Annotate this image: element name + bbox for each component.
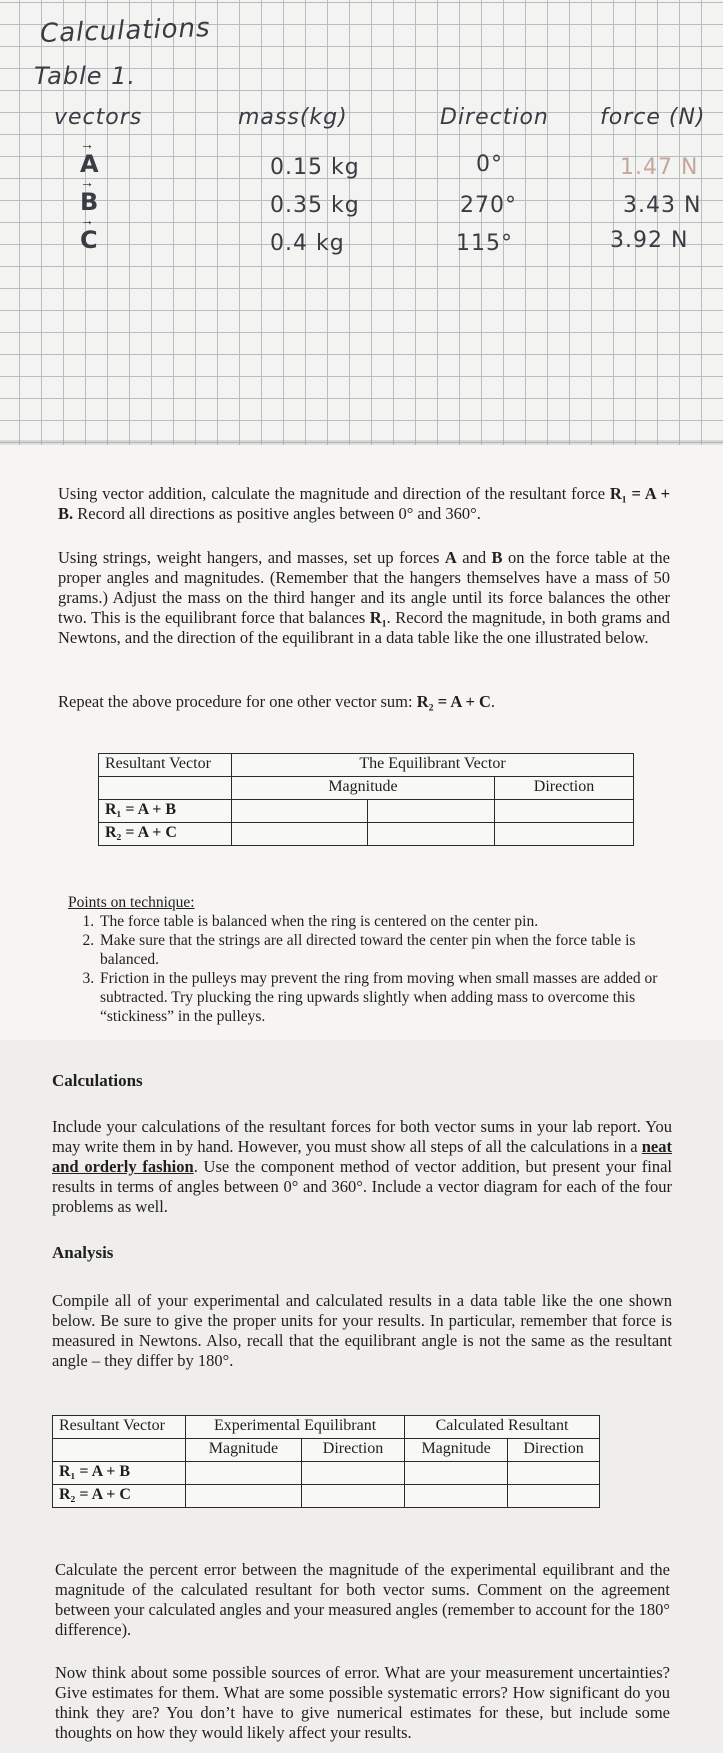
technique-heading: Points on technique: bbox=[68, 894, 195, 911]
table2-subheader-calc-magnitude: Magnitude bbox=[405, 1439, 508, 1462]
analysis-heading: Analysis bbox=[52, 1243, 114, 1262]
table2-header-calculated: Calculated Resultant bbox=[405, 1416, 600, 1439]
table2-row-r1: R₁ = A + B bbox=[53, 1462, 186, 1485]
notes-force-c: 3.92 N bbox=[610, 228, 689, 253]
notes-vector-c: C bbox=[80, 226, 99, 254]
notes-direction-c: 115° bbox=[456, 231, 513, 256]
notes-header-mass: mass(kg) bbox=[238, 105, 348, 130]
equation-r1: R₁ = A + B. bbox=[58, 484, 670, 523]
table2-row-r2: R₂ = A + C bbox=[53, 1485, 186, 1508]
paragraph-sources-of-error: Now think about some possible sources of error. What are your measurement uncertainties? Give estimates for them. What are some possible systematic errors? How significant do you think they are? You don’t have to give numerical estimates for these, but include some thoughts on how they would likely affect your results. bbox=[55, 1663, 670, 1742]
table2-subheader-calc-direction: Direction bbox=[508, 1439, 600, 1462]
table1-row-r1: R₁ = A + B bbox=[99, 800, 232, 823]
paragraph-repeat: Repeat the above procedure for one other vector sum: R₂ = A + C. bbox=[58, 692, 496, 711]
list-item: 3. Friction in the pulleys may prevent the ring from moving when small masses are added or subtracted. Try plucking the ring upwards slightly when adding mass to overcome this “stickiness” in the pulleys. bbox=[98, 969, 668, 1026]
notes-table-label: Table 1. bbox=[34, 62, 137, 90]
table1-cell-r1-magnitude bbox=[232, 800, 495, 823]
table1-header-resultant: Resultant Vector bbox=[99, 754, 232, 777]
notes-direction-a: 0° bbox=[476, 152, 503, 177]
notes-header-vectors: vectors bbox=[54, 105, 143, 130]
emphasis-neat-orderly: neat and orderly fashion bbox=[52, 1137, 672, 1176]
notes-vector-b: B bbox=[80, 188, 100, 216]
vector-arrow-icon: → bbox=[80, 176, 94, 191]
paragraph-setup: Using strings, weight hangers, and masses, set up forces A and B on the force table at the proper angles and magnitudes. (Remember that the hangers themselves have a mass of 50 grams.) Adjust the mass on the third hanger and its angle until its force balances the other two. This is the equilibrant force that balances R₁. Record the magnitude, in both grams and Newtons, and the direction of the equilibrant in a data table like the one illustrated below. bbox=[58, 548, 670, 647]
points-on-technique bbox=[68, 893, 668, 1026]
technique-list bbox=[68, 912, 668, 1026]
table-row bbox=[99, 800, 634, 823]
notes-title: Calculations bbox=[39, 13, 212, 49]
table1-subheader-magnitude: Magnitude bbox=[232, 777, 495, 800]
results-table bbox=[52, 1415, 600, 1508]
table2-header-resultant: Resultant Vector bbox=[53, 1416, 186, 1439]
table2-header-experimental: Experimental Equilibrant bbox=[186, 1416, 405, 1439]
list-item: 2. Make sure that the strings are all directed toward the center pin when the force table is balanced. bbox=[98, 931, 668, 969]
table1-cell-r1-direction bbox=[495, 800, 634, 823]
notes-force-a: 1.47 N bbox=[620, 155, 699, 180]
table2-subheader-exp-magnitude: Magnitude bbox=[186, 1439, 302, 1462]
vector-arrow-icon: → bbox=[80, 138, 94, 153]
calculations-heading: Calculations bbox=[52, 1071, 143, 1090]
handwritten-notes bbox=[0, 0, 723, 445]
table1-subheader-blank bbox=[99, 777, 232, 800]
notes-force-b: 3.43 N bbox=[623, 193, 702, 218]
notes-vector-a: A bbox=[80, 150, 100, 178]
table-row bbox=[53, 1462, 600, 1485]
notes-direction-b: 270° bbox=[460, 193, 517, 218]
notes-mass-b: 0.35 kg bbox=[270, 193, 360, 218]
equation-r2: R₂ = A + C bbox=[416, 692, 491, 711]
paragraph-calculations: Include your calculations of the resultant forces for both vector sums in your lab report. You may write them in by hand. However, you must show all steps of all the calculations in a neat and orderly fashion. Use the component method of vector addition, but present your final results in terms of angles between 0° and 360°. Include a vector diagram for each of the four problems as well. bbox=[52, 1117, 673, 1216]
notes-header-direction: Direction bbox=[440, 105, 549, 130]
vector-arrow-icon: → bbox=[80, 214, 94, 229]
paragraph-analysis: Compile all of your experimental and calculated results in a data table like the one shown below. Be sure to give the proper units for your results. In particular, remember that force is measured in Newtons. Also, recall that the equilibrant angle is not the same as the resultant angle – they differ by 180°. bbox=[52, 1291, 672, 1370]
table1-header-equilibrant: The Equilibrant Vector bbox=[232, 754, 634, 777]
table1-subheader-direction: Direction bbox=[495, 777, 634, 800]
paragraph-percent-error: Calculate the percent error between the magnitude of the experimental equilibrant and the magnitude of the calculated resultant for both vector sums. Comment on the agreement between your calculated angles and your measured angles (remember to account for the 180° difference). bbox=[55, 1560, 670, 1639]
table-row bbox=[53, 1485, 600, 1508]
notes-header-force: force (N) bbox=[600, 105, 706, 130]
table2-subheader-blank bbox=[53, 1439, 186, 1462]
list-item: 1. The force table is balanced when the ring is centered on the center pin. bbox=[98, 912, 668, 931]
table2-subheader-exp-direction: Direction bbox=[301, 1439, 404, 1462]
equilibrant-table bbox=[98, 753, 634, 846]
notes-mass-a: 0.15 kg bbox=[270, 155, 360, 180]
table-row bbox=[99, 823, 634, 846]
table1-cell-r2-direction bbox=[495, 823, 634, 846]
table1-row-r2: R₂ = A + C bbox=[99, 823, 232, 846]
paragraph-vector-addition: Using vector addition, calculate the magnitude and direction of the resultant force R₁ = A + B. Record all directions as positive angles between 0° and 360°. bbox=[58, 484, 670, 523]
table1-cell-r2-magnitude bbox=[232, 823, 495, 846]
notes-mass-c: 0.4 kg bbox=[270, 231, 345, 256]
